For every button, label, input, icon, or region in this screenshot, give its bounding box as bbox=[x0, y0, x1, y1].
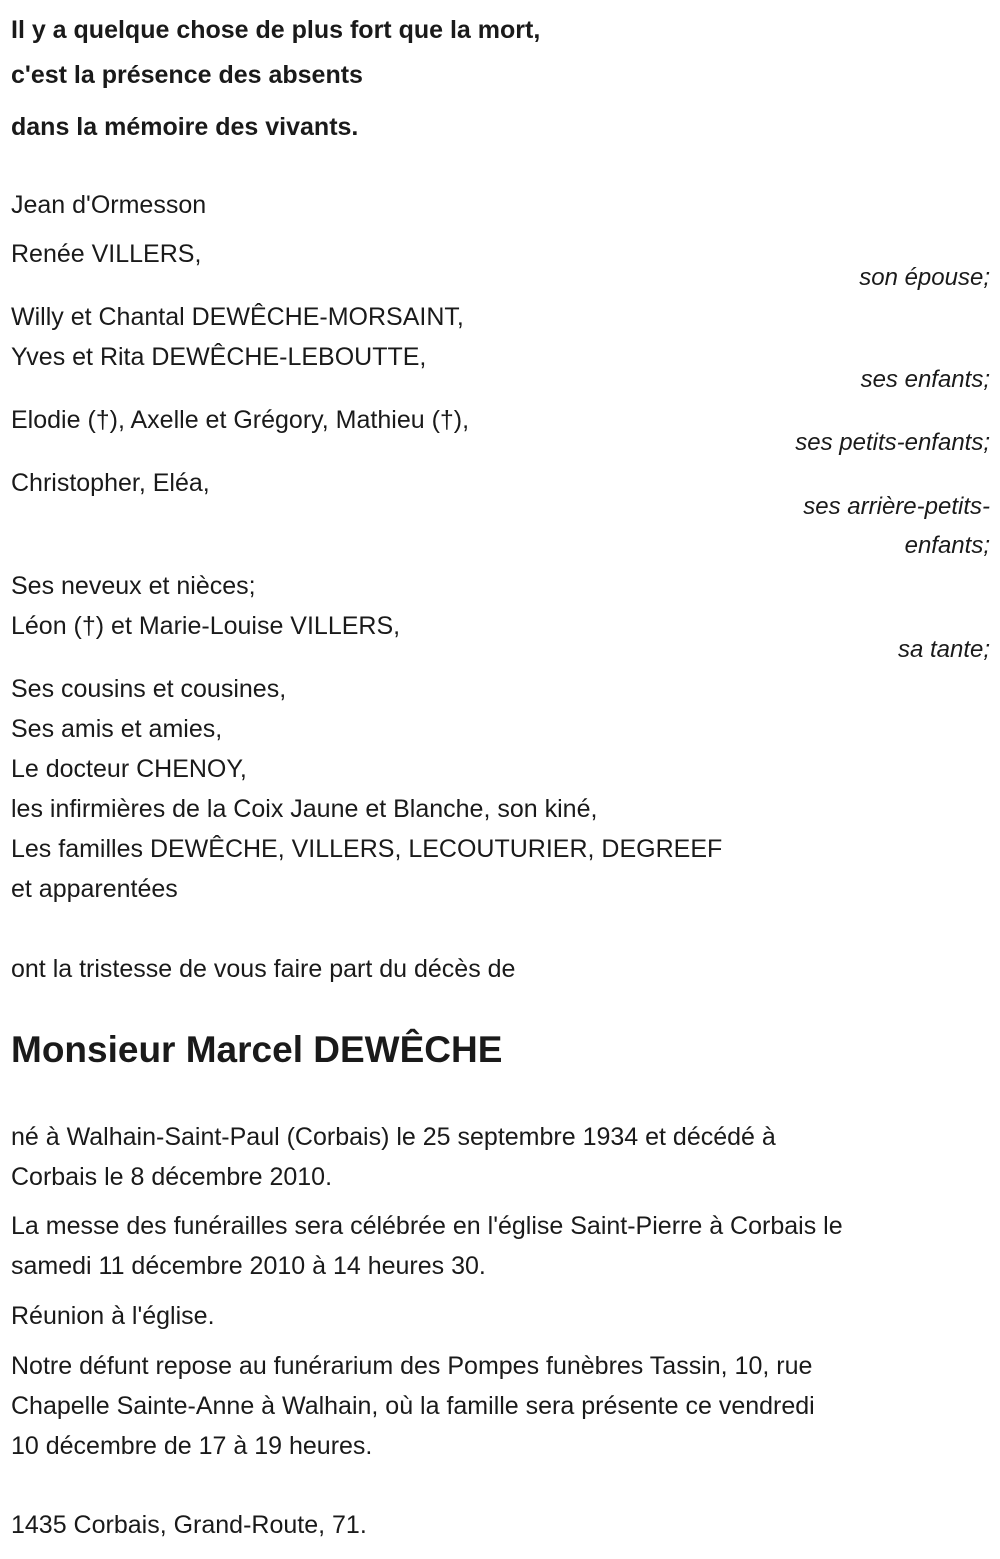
spouse-role: son épouse; bbox=[859, 264, 990, 291]
great-grandchildren: Christopher, Eléa, bbox=[11, 469, 210, 497]
child: Yves et Rita DEWÊCHE-LEBOUTTE, bbox=[11, 343, 427, 371]
announcement: ont la tristesse de vous faire part du décès de bbox=[11, 955, 516, 983]
aunt: Léon (†) et Marie-Louise VILLERS, bbox=[11, 612, 401, 640]
quote-line: dans la mémoire des vivants. bbox=[11, 113, 359, 141]
meeting-info: Réunion à l'église. bbox=[11, 1302, 215, 1330]
quote-line: Il y a quelque chose de plus fort que la mort, bbox=[11, 16, 541, 44]
children-role: ses enfants; bbox=[860, 366, 990, 393]
birth-death: Corbais le 8 décembre 2010. bbox=[11, 1163, 333, 1191]
nephews: Ses neveux et nièces; bbox=[11, 572, 256, 600]
grandchildren: Elodie (†), Axelle et Grégory, Mathieu (†), bbox=[11, 406, 470, 434]
quote-author: Jean d'Ormesson bbox=[11, 191, 207, 219]
child: Willy et Chantal DEWÊCHE-MORSAINT, bbox=[11, 303, 464, 331]
deceased-name: Monsieur Marcel DEWÊCHE bbox=[11, 1029, 503, 1070]
grandchildren-role: ses petits-enfants; bbox=[795, 429, 990, 456]
rest-info: Chapelle Sainte-Anne à Walhain, où la famille sera présente ce vendredi bbox=[11, 1392, 815, 1420]
mass-info: samedi 11 décembre 2010 à 14 heures 30. bbox=[11, 1252, 486, 1280]
quote-line: c'est la présence des absents bbox=[11, 61, 363, 89]
other-relatives: Les familles DEWÊCHE, VILLERS, LECOUTURIER, DEGREEF bbox=[11, 835, 723, 863]
birth-death: né à Walhain-Saint-Paul (Corbais) le 25 septembre 1934 et décédé à bbox=[11, 1123, 776, 1151]
spouse: Renée VILLERS, bbox=[11, 240, 202, 268]
other-relatives: les infirmières de la Coix Jaune et Blanche, son kiné, bbox=[11, 795, 598, 823]
rest-info: 10 décembre de 17 à 19 heures. bbox=[11, 1432, 373, 1460]
address: 1435 Corbais, Grand-Route, 71. bbox=[11, 1511, 367, 1539]
other-relatives: et apparentées bbox=[11, 875, 178, 903]
aunt-role: sa tante; bbox=[897, 636, 990, 663]
other-relatives: Ses cousins et cousines, bbox=[11, 675, 287, 703]
other-relatives: Le docteur CHENOY, bbox=[11, 755, 247, 783]
other-relatives: Ses amis et amies, bbox=[11, 715, 223, 743]
great-grandchildren-role: ses arrière-petits- bbox=[803, 493, 990, 520]
great-grandchildren-role: enfants; bbox=[904, 532, 990, 559]
mass-info: La messe des funérailles sera célébrée en l'église Saint-Pierre à Corbais le bbox=[11, 1212, 843, 1240]
rest-info: Notre défunt repose au funérarium des Pompes funèbres Tassin, 10, rue bbox=[11, 1352, 813, 1380]
